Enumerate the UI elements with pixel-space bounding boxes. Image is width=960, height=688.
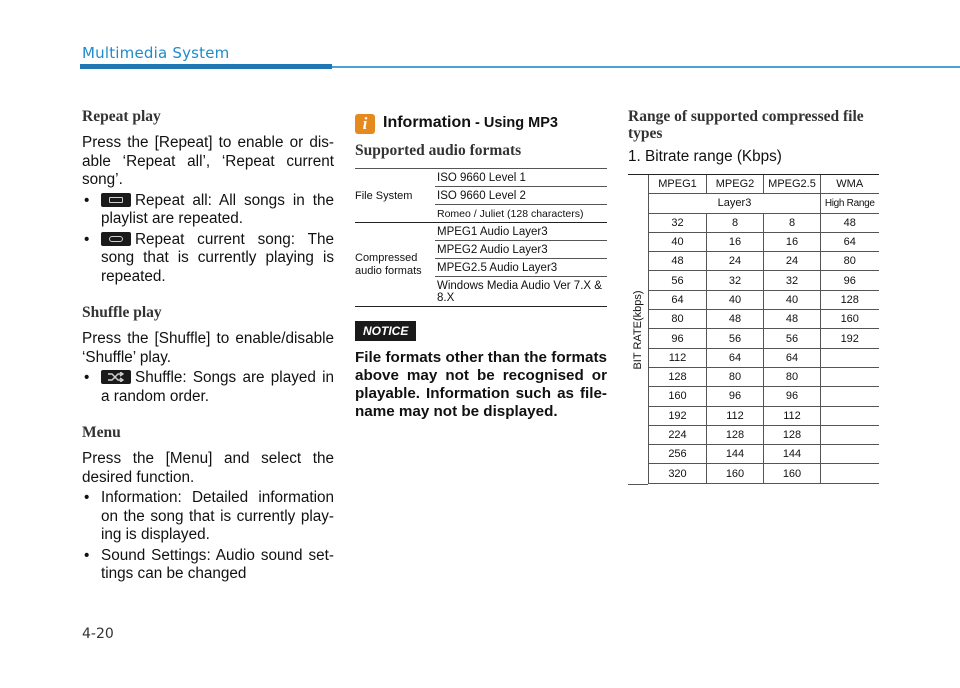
table-cell: 32 xyxy=(764,271,821,290)
table-cell: Compressed audio formats xyxy=(355,223,435,307)
bullet-text: Information: Detailed information on the song that is currently play-ing is displayed. xyxy=(101,489,334,543)
table-row xyxy=(649,290,879,309)
table-cell: 80 xyxy=(707,367,764,386)
table-cell xyxy=(821,464,879,483)
list-item: • Shuffle: Songs are played in a random order. xyxy=(84,369,334,405)
table-cell: 64 xyxy=(764,348,821,367)
table-row xyxy=(649,310,879,329)
table-cell: MPEG2 Audio Layer3 xyxy=(435,241,607,259)
shuffle-intro: Press the [Shuffle] to enable/disable ‘Shuffle’ play. xyxy=(82,330,334,366)
table-cell: 48 xyxy=(764,310,821,329)
menu-heading: Menu xyxy=(82,424,121,441)
table-cell: 160 xyxy=(649,387,707,406)
header-rule xyxy=(332,66,960,68)
table-row xyxy=(649,232,879,251)
table-row xyxy=(649,348,879,367)
table-cell: 160 xyxy=(821,310,879,329)
table-cell: 112 xyxy=(764,406,821,425)
bullet-text: Shuffle: Songs are played in a random order. xyxy=(101,369,334,405)
table-cell xyxy=(821,387,879,406)
table-header: MPEG2 xyxy=(707,175,764,194)
table-cell: Romeo / Juliet (128 characters) xyxy=(435,205,607,223)
table-cell: 40 xyxy=(707,290,764,309)
table-row xyxy=(649,271,879,290)
table-cell: Layer3 xyxy=(649,194,821,213)
table-cell: 64 xyxy=(707,348,764,367)
table-cell: 112 xyxy=(707,406,764,425)
bullet-text: Repeat all: All songs in the playlist are repeated. xyxy=(101,191,334,227)
table-row xyxy=(649,367,879,386)
table-cell: 56 xyxy=(764,329,821,348)
table-cell: ISO 9660 Level 1 xyxy=(435,169,607,187)
repeat-one-icon xyxy=(101,232,131,246)
repeat-all-icon xyxy=(101,193,131,207)
table-row xyxy=(649,213,879,232)
table-cell: 32 xyxy=(649,213,707,232)
table-cell: 8 xyxy=(707,213,764,232)
table-row xyxy=(649,445,879,464)
header-bar xyxy=(80,64,332,69)
table-row xyxy=(649,406,879,425)
bitrate-subheading: 1. Bitrate range (Kbps) xyxy=(628,148,782,165)
table-cell: 160 xyxy=(764,464,821,483)
bullet-text: Repeat current song: The song that is currently playing is repeated. xyxy=(101,230,334,285)
table-cell xyxy=(821,348,879,367)
table-row xyxy=(649,425,879,444)
notice-text: File formats other than the formats above may not be recognised or playable. Information such as file-name may not be displayed. xyxy=(355,349,607,420)
table-cell: 128 xyxy=(707,425,764,444)
table-cell: 40 xyxy=(649,232,707,251)
table-row xyxy=(355,223,607,241)
table-cell: 80 xyxy=(821,252,879,271)
table-cell xyxy=(821,406,879,425)
table-cell: 96 xyxy=(821,271,879,290)
shuffle-icon xyxy=(101,370,131,384)
table-cell: 64 xyxy=(821,232,879,251)
table-cell xyxy=(821,367,879,386)
table-cell: 8 xyxy=(764,213,821,232)
bitrate-axis-label: BIT RATE(kbps) xyxy=(628,174,648,485)
list-item: • Information: Detailed information on the song that is currently play-ing is displayed. xyxy=(84,489,334,543)
table-cell: 144 xyxy=(707,445,764,464)
table-cell: 64 xyxy=(649,290,707,309)
list-item: • Repeat all: All songs in the playlist are repeated. xyxy=(84,191,334,227)
table-cell: 128 xyxy=(821,290,879,309)
table-cell: 144 xyxy=(764,445,821,464)
table-row xyxy=(649,194,879,213)
table-cell: MPEG1 Audio Layer3 xyxy=(435,223,607,241)
table-header: WMA xyxy=(821,175,879,194)
table-cell: 192 xyxy=(649,406,707,425)
shuffle-heading: Shuffle play xyxy=(82,304,162,321)
information-title: i Information - Using MP3 xyxy=(355,114,607,134)
table-cell: 96 xyxy=(764,387,821,406)
table-cell: 192 xyxy=(821,329,879,348)
table-cell: 32 xyxy=(707,271,764,290)
table-cell: 48 xyxy=(707,310,764,329)
table-cell: 24 xyxy=(764,252,821,271)
table-cell: MPEG2.5 Audio Layer3 xyxy=(435,259,607,277)
table-cell: Windows Media Audio Ver 7.X & 8.X xyxy=(435,277,607,307)
table-cell: File System xyxy=(355,169,435,223)
menu-intro: Press the [Menu] and select the desired function. xyxy=(82,450,334,486)
table-cell: 320 xyxy=(649,464,707,483)
column-playback xyxy=(82,108,334,584)
bitrate-heading: Range of supported compressed file types xyxy=(628,108,864,142)
table-cell: 96 xyxy=(649,329,707,348)
table-cell: ISO 9660 Level 2 xyxy=(435,187,607,205)
bitrate-table xyxy=(648,174,879,484)
table-cell: 128 xyxy=(764,425,821,444)
table-header: MPEG2.5 xyxy=(764,175,821,194)
table-cell: 48 xyxy=(649,252,707,271)
table-cell: 80 xyxy=(649,310,707,329)
table-cell xyxy=(821,425,879,444)
table-header: MPEG1 xyxy=(649,175,707,194)
list-item: • Sound Settings: Audio sound set-tings can be changed xyxy=(84,546,334,582)
table-cell: 16 xyxy=(707,232,764,251)
table-cell: 160 xyxy=(707,464,764,483)
table-cell: 80 xyxy=(764,367,821,386)
table-cell: 96 xyxy=(707,387,764,406)
repeat-heading: Repeat play xyxy=(82,108,161,125)
table-cell xyxy=(821,445,879,464)
table-cell: High Range xyxy=(821,194,879,213)
repeat-intro: Press the [Repeat] to enable or dis-able ‘Repeat all’, ‘Repeat current song’. xyxy=(82,134,334,188)
table-row xyxy=(649,387,879,406)
table-row xyxy=(649,464,879,483)
table-cell: 24 xyxy=(707,252,764,271)
table-cell: 112 xyxy=(649,348,707,367)
column-information xyxy=(355,114,607,421)
table-cell: 40 xyxy=(764,290,821,309)
section-title: Multimedia System xyxy=(82,44,230,62)
notice-badge: NOTICE xyxy=(355,321,416,341)
table-cell: 256 xyxy=(649,445,707,464)
table-cell: 224 xyxy=(649,425,707,444)
table-cell: 16 xyxy=(764,232,821,251)
table-cell: 56 xyxy=(649,271,707,290)
table-row xyxy=(355,169,607,187)
info-icon: i xyxy=(355,114,375,134)
table-cell: 48 xyxy=(821,213,879,232)
supported-formats-table xyxy=(355,168,607,307)
table-row xyxy=(649,175,879,194)
bullet-text: Sound Settings: Audio sound set-tings can be changed xyxy=(101,546,334,582)
table-row xyxy=(649,329,879,348)
page-number: 4-20 xyxy=(82,626,114,642)
table-cell: 56 xyxy=(707,329,764,348)
table-cell: 128 xyxy=(649,367,707,386)
table-row xyxy=(649,252,879,271)
column-bitrate xyxy=(628,108,880,508)
list-item: • Repeat current song: The song that is currently playing is repeated. xyxy=(84,230,334,285)
supported-formats-heading: Supported audio formats xyxy=(355,142,522,159)
